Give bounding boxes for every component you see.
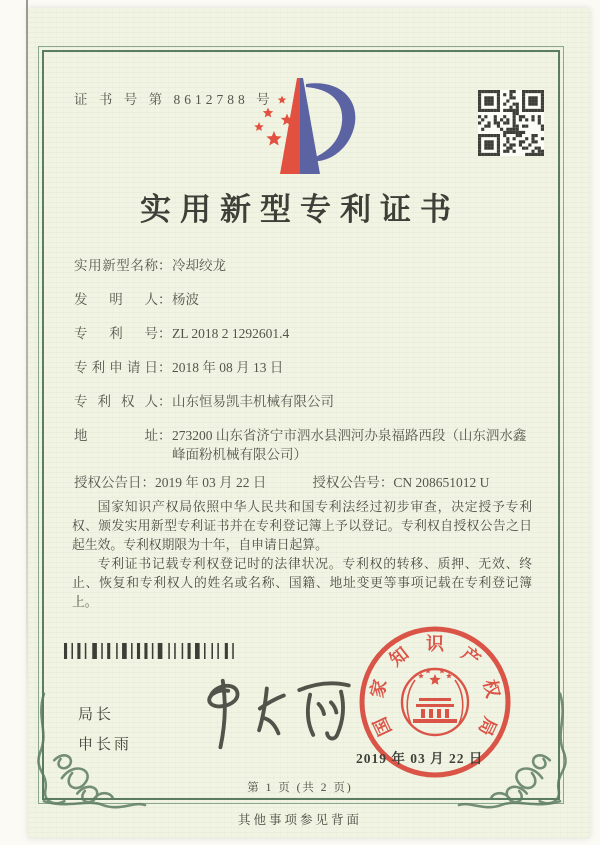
svg-text:知: 知 (385, 643, 413, 671)
field-label: 专利号 (74, 326, 158, 341)
field-label: 地址 (74, 428, 158, 443)
field-label: 实用新型名称 (74, 258, 158, 273)
certificate-number: 证 书 号 第 8612788 号 (74, 92, 274, 107)
director-block (78, 700, 132, 760)
field-row-3: 专利申请日 ： 2018 年 08 月 13 日 (74, 358, 534, 377)
svg-text:局: 局 (474, 714, 501, 739)
field-row-4: 专利权人 ： 山东恒易凯丰机械有限公司 (74, 392, 534, 411)
director-name: 申长雨 (78, 737, 133, 753)
grant-date: 授权公告日：2019 年 03 月 22 日 (74, 475, 267, 490)
footer-note: 其他事项参见背面 (237, 813, 362, 827)
barcode-icon (64, 643, 238, 659)
svg-text:家: 家 (366, 677, 391, 700)
legal-paragraph-1: 国家知识产权局依照中华人民共和国专利法经过初步审查，决定授予专利权、颁发实用新型专利证书并在专利登记簿上予以登记。专利权自授权公告之日起生效。专利权期限为十年，自申请日起算。 (72, 500, 532, 552)
field-label: 专利申请日 (74, 360, 158, 375)
seal-date: 2019 年 03 月 22 日 (356, 751, 484, 766)
field-value: 山东恒易凯丰机械有限公司 (172, 394, 334, 409)
field-label: 专利权人 (74, 394, 158, 409)
svg-text:产: 产 (457, 643, 485, 671)
grant-number: 授权公告号：CN 208651012 U (312, 475, 490, 490)
qr-code-icon (478, 90, 544, 156)
director-label: 局长 (78, 707, 115, 723)
field-row-5: 地址 ： 273200 山东省济宁市泗水县泗河办泉福路西段（山东泗水鑫峰面粉机械有限公司） (74, 428, 527, 462)
field-label: 发明人 (74, 292, 158, 307)
field-value: ZL 2018 2 1292601.4 (172, 326, 290, 341)
legal-paragraph-2: 专利证书记载专利权登记时的法律状况。专利权的转移、质押、无效、终止、恢复和专利权人的姓名或名称、国籍、地址变更等事项记载在专利登记簿上。 (72, 557, 532, 609)
field-row-0: 实用新型名称 ： 冷却绞龙 (74, 256, 534, 275)
field-row-2: 专利号 ： ZL 2018 2 1292601.4 (74, 324, 534, 343)
svg-text:国: 国 (369, 714, 396, 739)
field-value: 2018 年 08 月 13 日 (172, 360, 284, 375)
field-row-1: 发明人 ： 杨波 (74, 290, 534, 309)
cnipa-logo-icon (230, 70, 370, 185)
scan-edge-artifact (26, 0, 28, 700)
legal-text (72, 498, 532, 612)
field-value: 冷却绞龙 (172, 258, 226, 273)
field-value: 273200 山东省济宁市泗水县泗河办泉福路西段（山东泗水鑫峰面粉机械有限公司） (172, 428, 527, 462)
certificate-title: 实用新型专利证书 (140, 192, 460, 227)
page-number: 第 1 页 (共 2 页) (247, 782, 353, 794)
svg-text:权: 权 (479, 677, 504, 700)
field-value: 杨波 (172, 292, 199, 307)
grant-row (74, 471, 544, 491)
director-signature (188, 664, 358, 764)
svg-text:识: 识 (426, 634, 444, 655)
field-list (74, 256, 534, 479)
